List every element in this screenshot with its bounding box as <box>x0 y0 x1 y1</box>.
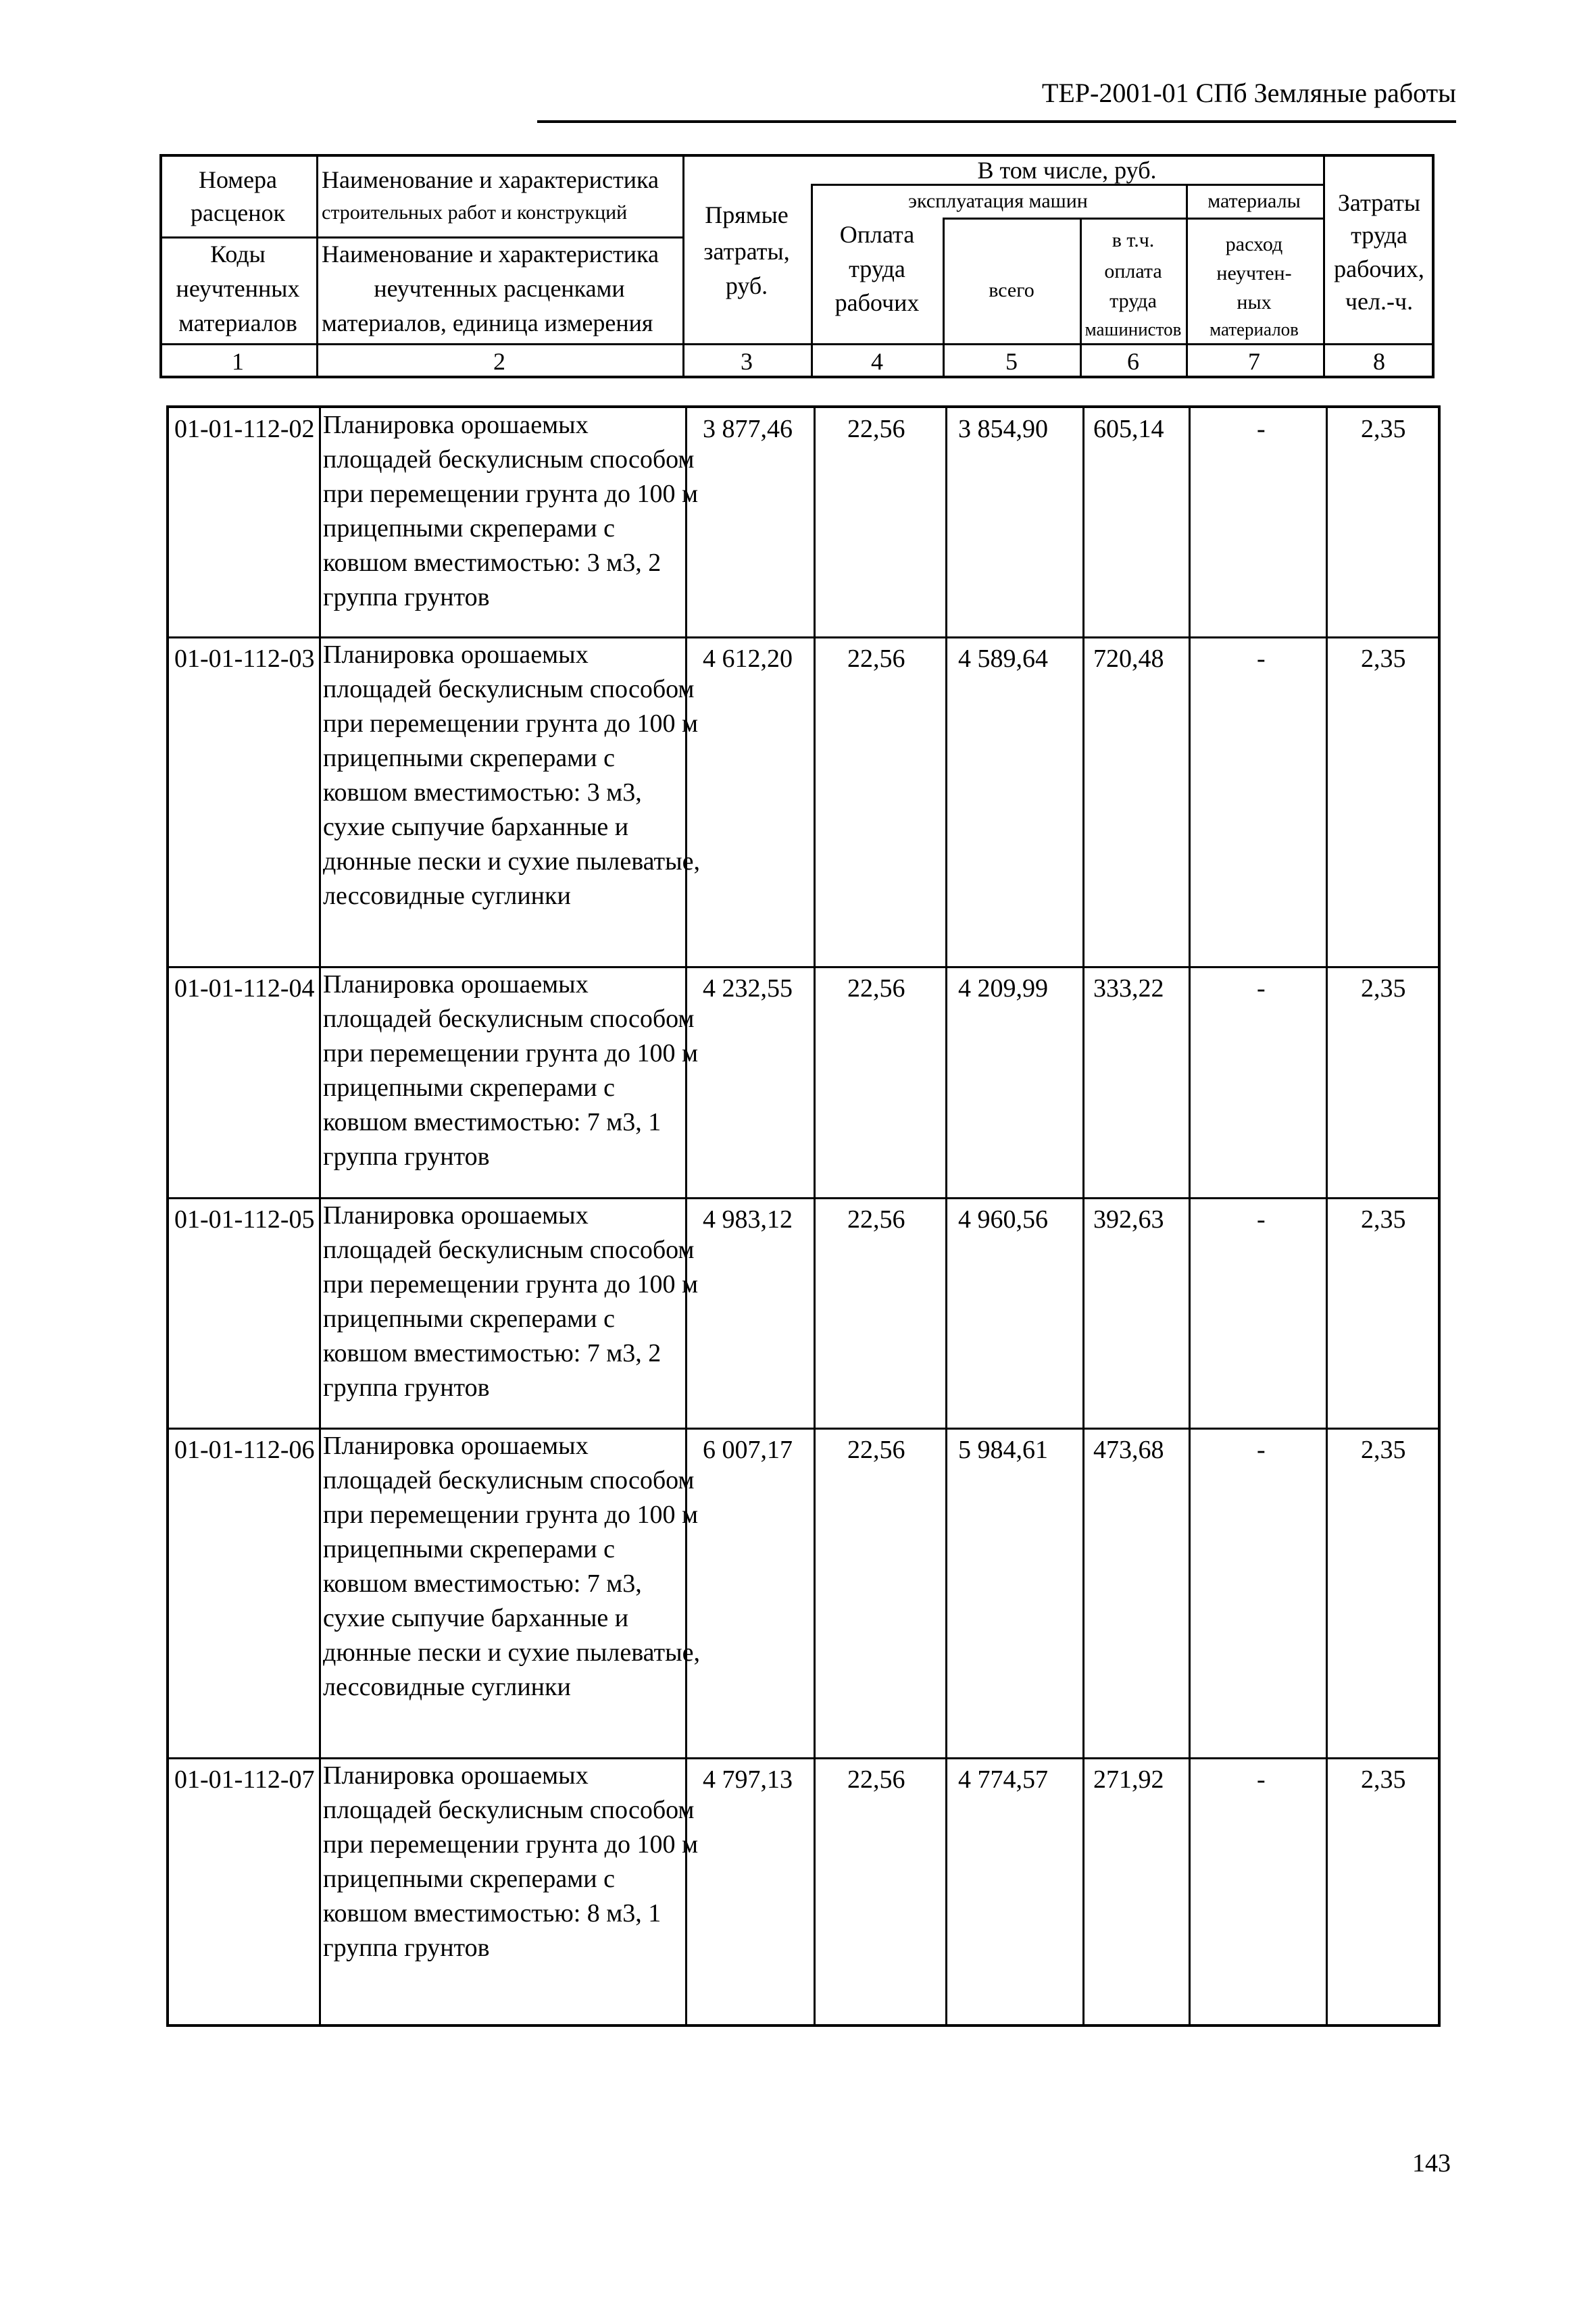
header-divider <box>943 218 945 378</box>
row-description: Планировка орошаемых площадей бескулисным способом при перемещении грунта до 100 м прицепными скреперами с ковшом вместимостью: 3 м3, сухие сыпучие барханные и дюнные пески и сухие пылеватые, лессовидные суглинки <box>323 640 701 910</box>
row-code: 01-01-112-03 <box>174 645 315 673</box>
row-materials: - <box>1257 974 1266 1003</box>
header-col6-3: труда <box>1109 290 1157 312</box>
row-labor-hours: 2,35 <box>1361 645 1406 673</box>
row-labor-hours: 2,35 <box>1361 1205 1406 1234</box>
row-machines-total: 4 589,64 <box>958 645 1048 673</box>
row-labor-hours: 2,35 <box>1361 1436 1406 1464</box>
row-machines-total: 4 960,56 <box>958 1205 1048 1234</box>
header-col8-1: Затраты <box>1337 189 1421 216</box>
header-col2-bottom-2: неучтенных расценками <box>374 275 625 302</box>
header-col7-3: ных <box>1237 291 1272 313</box>
page-header <box>537 73 1456 123</box>
row-description: Планировка орошаемых площадей бескулисным способом при перемещении грунта до 100 м прицепными скреперами с ковшом вместимостью: 7 м3, сухие сыпучие барханные и дюнные пески и сухие пылеватые, лессовидные суглинки <box>323 1432 701 1701</box>
header-col2-bottom-3: материалов, единица измерения <box>322 309 653 336</box>
row-description: Планировка орошаемых площадей бескулисным способом при перемещении грунта до 100 м прицепными скреперами с ковшом вместимостью: 7 м3, 2 группа грунтов <box>323 1201 699 1402</box>
header-col3-2: затраты, <box>703 238 790 265</box>
header-col6-4: машинистов <box>1084 319 1182 340</box>
header-divider <box>159 236 316 238</box>
row-machinists-pay: 271,92 <box>1093 1765 1164 1794</box>
header-colnum-8: 8 <box>1373 348 1385 375</box>
header-col6-1: в т.ч. <box>1112 229 1155 251</box>
row-code: 01-01-112-07 <box>174 1765 315 1794</box>
header-col1-bottom-1: Коды <box>210 241 266 268</box>
row-machinists-pay: 392,63 <box>1093 1205 1164 1234</box>
header-col2-top-2: строительных работ и конструкций <box>322 201 628 224</box>
header-col4-2: труда <box>849 255 905 282</box>
row-code: 01-01-112-02 <box>174 415 315 443</box>
header-col6-2: оплата <box>1104 260 1162 282</box>
row-labor-hours: 2,35 <box>1361 974 1406 1003</box>
header-col8-2: труда <box>1351 222 1407 249</box>
header-col1-top-1: Номера <box>198 166 278 193</box>
header-col2-top-1: Наименование и характеристика <box>322 166 659 193</box>
header-group-title: В том числе, руб. <box>977 157 1157 184</box>
header-col1-top-2: расценок <box>191 199 285 226</box>
header-col8-3: рабочих, <box>1334 255 1424 282</box>
page-number: 143 <box>1412 2149 1451 2178</box>
column-divider <box>1326 408 1328 2024</box>
header-col4-1: Оплата <box>839 221 915 248</box>
row-machinists-pay: 473,68 <box>1093 1436 1164 1464</box>
row-direct-costs: 4 983,12 <box>703 1205 793 1234</box>
row-machinists-pay: 333,22 <box>1093 974 1164 1003</box>
header-divider <box>159 343 1435 345</box>
row-machinists-pay: 605,14 <box>1093 415 1164 443</box>
row-direct-costs: 4 612,20 <box>703 645 793 673</box>
header-col4-3: рабочих <box>834 289 920 316</box>
header-col7-4: материалов <box>1210 319 1299 340</box>
header-colnum-5: 5 <box>1005 348 1018 375</box>
row-description: Планировка орошаемых площадей бескулисным способом при перемещении грунта до 100 м прицепными скреперами с ковшом вместимостью: 3 м3, 2 группа грунтов <box>323 411 699 611</box>
row-machinists-pay: 720,48 <box>1093 645 1164 673</box>
column-divider <box>1082 408 1084 2024</box>
header-divider <box>1186 184 1188 378</box>
row-code: 01-01-112-06 <box>174 1436 315 1464</box>
column-divider <box>319 408 321 2024</box>
header-col1-bottom-3: материалов <box>178 309 297 336</box>
row-direct-costs: 4 797,13 <box>703 1765 793 1794</box>
header-col3-3: руб. <box>725 272 768 299</box>
row-labor-pay: 22,56 <box>847 1436 905 1464</box>
header-materials-title: материалы <box>1207 190 1301 212</box>
row-description: Планировка орошаемых площадей бескулисным способом при перемещении грунта до 100 м прицепными скреперами с ковшом вместимостью: 7 м3, 1 группа грунтов <box>323 970 699 1171</box>
row-labor-pay: 22,56 <box>847 1765 905 1794</box>
header-machines-title: эксплуатация машин <box>908 190 1088 212</box>
document-title: ТЕР-2001-01 СПб Земляные работы <box>1041 78 1456 108</box>
row-code: 01-01-112-04 <box>174 974 315 1003</box>
row-labor-pay: 22,56 <box>847 645 905 673</box>
header-colnum-3: 3 <box>741 348 753 375</box>
row-materials: - <box>1257 1205 1266 1234</box>
column-divider <box>1189 408 1191 2024</box>
header-divider <box>1080 218 1082 378</box>
row-labor-pay: 22,56 <box>847 974 905 1003</box>
header-col1-bottom-2: неучтенных <box>176 275 300 302</box>
header-colnum-4: 4 <box>871 348 883 375</box>
header-col2-bottom-1: Наименование и характеристика <box>322 241 659 268</box>
row-materials: - <box>1257 415 1266 443</box>
header-divider <box>943 218 1323 220</box>
row-materials: - <box>1257 645 1266 673</box>
header-col8-4: чел.-ч. <box>1345 288 1414 315</box>
header-colnum-7: 7 <box>1248 348 1260 375</box>
header-col7-1: расход <box>1225 233 1283 255</box>
row-labor-pay: 22,56 <box>847 415 905 443</box>
header-col7-2: неучтен- <box>1216 262 1292 284</box>
row-direct-costs: 4 232,55 <box>703 974 793 1003</box>
row-machines-total: 3 854,90 <box>958 415 1048 443</box>
row-machines-total: 4 774,57 <box>958 1765 1048 1794</box>
row-labor-hours: 2,35 <box>1361 1765 1406 1794</box>
header-colnum-2: 2 <box>493 348 505 375</box>
row-labor-hours: 2,35 <box>1361 415 1406 443</box>
column-divider <box>945 408 947 2024</box>
header-divider <box>811 184 1323 186</box>
row-materials: - <box>1257 1436 1266 1464</box>
header-divider <box>316 236 682 238</box>
rates-table <box>166 405 1441 2027</box>
column-divider <box>814 408 816 2024</box>
row-labor-pay: 22,56 <box>847 1205 905 1234</box>
row-code: 01-01-112-05 <box>174 1205 315 1234</box>
row-machines-total: 5 984,61 <box>958 1436 1048 1464</box>
row-direct-costs: 3 877,46 <box>703 415 793 443</box>
header-colnum-6: 6 <box>1127 348 1139 375</box>
header-col5: всего <box>989 279 1034 301</box>
header-divider <box>811 184 813 378</box>
row-description: Планировка орошаемых площадей бескулисным способом при перемещении грунта до 100 м прицепными скреперами с ковшом вместимостью: 8 м3, 1 группа грунтов <box>323 1761 699 1962</box>
row-materials: - <box>1257 1765 1266 1794</box>
header-colnum-1: 1 <box>232 348 244 375</box>
row-machines-total: 4 209,99 <box>958 974 1048 1003</box>
row-direct-costs: 6 007,17 <box>703 1436 793 1464</box>
header-col3-1: Прямые <box>705 201 789 228</box>
